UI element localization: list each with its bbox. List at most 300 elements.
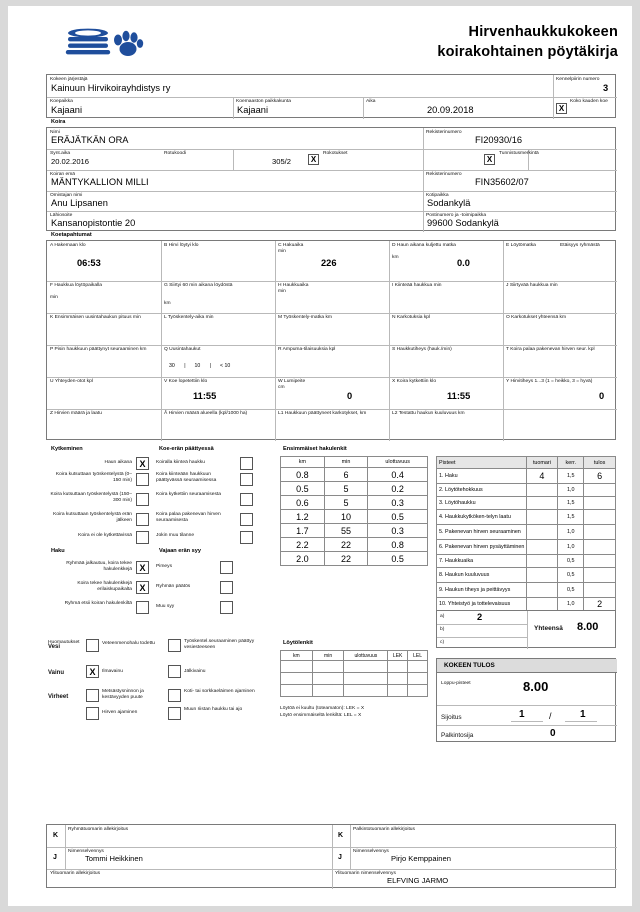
event-L2-label: L2 Testattu haukun kuuluvuus km [392, 410, 465, 416]
endreason-row-checkbox[interactable] [240, 473, 253, 486]
table-row [437, 484, 616, 497]
leash-row-label: Koira ei ole kytkettävissä [78, 533, 132, 538]
kennel-district-label: Kennelpiirin numero [556, 76, 600, 82]
left-name-label: Nimenselvennys [68, 849, 104, 854]
search-title: Haku [51, 548, 65, 554]
findlinks-cell [312, 673, 344, 685]
findlinks-cell [408, 673, 428, 685]
needreason-row-checkbox[interactable] [220, 601, 233, 614]
firstfinds-cell-min: 22 [324, 538, 368, 552]
right-name-key: J [338, 854, 342, 861]
findlinks-header-row [281, 651, 428, 661]
table-row [437, 583, 616, 598]
event-W-label: W Lumipeite [278, 378, 306, 384]
event-A-label: A Hakemaan klo [50, 242, 86, 248]
fault-2-label: Koti- tai sorkkaeläimen ajaminen [184, 689, 255, 694]
endreason-title: Koe-erän päättyessä [159, 446, 214, 452]
protocol-page [8, 6, 632, 906]
left-group-label: Ryhmätuomarin allekirjoitus [68, 827, 129, 832]
findlinks-cell [281, 673, 313, 685]
page-title-line2: koirakohtainen pöytäkirja [437, 44, 618, 60]
fault-4-label: Muun riistan haukku tai ajo [184, 707, 243, 712]
event-U-label: U Yhteyden-otot kpl [50, 378, 93, 384]
dog-name-label: Nimi [50, 129, 60, 135]
result-prize-label: Palkintosija [441, 732, 474, 739]
points-row-result [584, 568, 616, 583]
firstfinds-cell-km: 0.8 [281, 468, 325, 482]
event-R-label: R Ampuma-tilaisuuksia kpl [278, 346, 336, 352]
event-D-value: 0.0 [457, 258, 470, 268]
firstfinds-cell-reach: 0.2 [368, 482, 428, 496]
firstfinds-cell-min: 55 [324, 524, 368, 538]
points-row-result: 2 [584, 598, 616, 611]
dog-born-value: 20.02.2016 [51, 157, 90, 166]
findlinks-note2: Löytö ensimmäiseltä lenkiltä: LEL = X [280, 713, 362, 718]
water-opt1-label: Veteenmenohalu todettu [102, 641, 156, 646]
date-label: Aika [366, 98, 376, 104]
result-band-title: KOKEEN TULOS [444, 662, 495, 669]
event-H-unit: min [278, 289, 286, 294]
season-test-checkbox[interactable]: X [556, 103, 567, 114]
address-label: Lähiosoite [50, 212, 73, 218]
result-box [436, 658, 616, 742]
extras-section [48, 636, 270, 728]
leash-row-label: Haun aikana [104, 460, 132, 465]
endreason-row-checkbox[interactable] [240, 513, 253, 526]
event-C-value: 226 [321, 258, 337, 268]
result-final-label: Loppu-pisteet [441, 681, 471, 686]
points-row-judge: 4 [526, 469, 558, 484]
leash-row[interactable] [48, 456, 156, 470]
fault-4-checkbox[interactable] [168, 707, 181, 720]
result-final-value: 8.00 [523, 679, 549, 694]
table-row [281, 552, 428, 566]
date-value: 20.09.2018 [427, 105, 474, 115]
event-B-label: B Hirvi löytyi klo [164, 242, 199, 248]
leash-title: Kytkeminen [51, 446, 83, 452]
water-row [48, 636, 270, 662]
event-N-label: N Karkotuksia kpl [392, 314, 431, 320]
needreason-row[interactable] [156, 578, 268, 598]
event-D-unit: km [392, 255, 399, 260]
firstfinds-cell-min: 22 [324, 552, 368, 566]
table-row [281, 524, 428, 538]
findlinks-col-reach: ulottuvuus [344, 651, 388, 661]
table-row [437, 525, 616, 540]
event-V-value: 11:55 [193, 391, 217, 401]
findlinks-cell [312, 685, 344, 697]
page-header [8, 6, 632, 62]
event-J-label: J Siirtyvää haukkua min [506, 282, 558, 288]
points-row-coef: 1,5 [558, 469, 584, 484]
search-row[interactable] [48, 578, 156, 598]
firstfinds-cell-reach: 0.4 [368, 468, 428, 482]
needreason-row-checkbox[interactable] [220, 561, 233, 574]
points-row-label: 3. Löytöhaukku [437, 497, 527, 510]
place-label: Koepaikka [50, 98, 73, 104]
fault-3-label: Hirven ajaminen [102, 710, 138, 715]
leash-row[interactable] [48, 490, 156, 510]
fault-3-checkbox[interactable] [86, 707, 99, 720]
points-row-result [584, 555, 616, 568]
points-total-value: 8.00 [577, 621, 599, 633]
firstfinds-cell-km: 1.2 [281, 510, 325, 524]
points-row-judge [526, 510, 558, 525]
findlinks-cell [388, 685, 408, 697]
endreason-row-label: Koira kytkettiin seuraamisesta [156, 492, 221, 497]
needreason-title: Vajaan erän syy [159, 548, 201, 554]
event-S-label: S Haukkutiheys (hauk./min) [392, 346, 452, 352]
dam-label: Koiran emä [50, 171, 76, 177]
findlinks-col-min: min [312, 651, 344, 661]
event-A-key: A [50, 242, 53, 248]
place-value: Kajaani [51, 105, 83, 115]
faults-label: Virheet [48, 694, 69, 700]
leash-row-checkbox[interactable] [136, 513, 149, 526]
firstfinds-cell-reach: 0.5 [368, 552, 428, 566]
points-row-coef: 0,5 [558, 583, 584, 598]
right-group-key: K [338, 832, 344, 839]
firstfinds-col-km: km [281, 457, 325, 468]
search-group [48, 558, 156, 618]
points-abc-box [436, 610, 616, 648]
result-rank-separator: / [549, 711, 552, 721]
event-T-label: T Koira palaa pakenevan hirven seur. kpl [506, 346, 595, 352]
leash-row[interactable] [48, 530, 156, 546]
events-section [46, 240, 616, 440]
table-row [281, 538, 428, 552]
firstfinds-header-row [281, 457, 428, 468]
table-row [437, 555, 616, 568]
right-chief-label: Ylituomarin nimenselvennys [335, 871, 396, 876]
points-row-label: 1. Haku [437, 469, 527, 484]
event-L-label: L Työskentely-aika min [164, 314, 214, 320]
firstfinds-cell-reach: 0.8 [368, 538, 428, 552]
table-row [281, 468, 428, 482]
zip-value: 99600 Sodankylä [427, 218, 499, 228]
events-band-title: Koetapahtumat [51, 232, 92, 238]
points-row-coef: 1,0 [558, 525, 584, 540]
points-row-label: 10. Yhteistyö ja tottelevaisuus [437, 598, 527, 611]
scent-row [48, 662, 270, 688]
findlinks-cell [344, 685, 388, 697]
findlinks-cell [408, 685, 428, 697]
endreason-row[interactable] [156, 530, 268, 546]
table-row [437, 568, 616, 583]
endreason-row[interactable] [156, 490, 268, 510]
organizer-label: Kokeen järjestäjä [50, 76, 88, 82]
table-row [281, 673, 428, 685]
event-L1-label: L1 Haukkuun päättyneet karkotykset, km [278, 410, 367, 416]
water-opt2-checkbox[interactable] [168, 639, 181, 652]
scent-label: Vainu [48, 670, 65, 676]
findlinks-title: Löytölenkit [283, 640, 313, 646]
needreason-row-label: Muu syy [156, 604, 175, 609]
event-Y-value: 0 [599, 391, 605, 401]
signatures-section [46, 824, 616, 888]
event-V-label: V Koe lopetettiin klo [164, 378, 208, 384]
event-K-label: K Ensimmäisen uusintahaukun pituus min [50, 314, 141, 320]
leash-row[interactable] [48, 470, 156, 490]
right-name-value: Pirjo Kemppainen [391, 854, 451, 863]
search-row-label: Koira tekee hakulenkkejä erilaiskupaikalta [77, 581, 132, 592]
event-C-unit: min [278, 249, 286, 254]
points-row-judge [526, 540, 558, 555]
dam-value: MÄNTYKALLION MILLI [51, 177, 149, 187]
points-row-result [584, 525, 616, 540]
search-row-label: Ryhmää jalkautuu, koira tekee hakulenkkejä [66, 561, 132, 572]
points-row-label: 8. Haukun kuuluvuus [437, 568, 527, 583]
event-W-unit: cm [278, 385, 285, 390]
firstfinds-col-min: min [324, 457, 368, 468]
fault-1-checkbox[interactable] [86, 689, 99, 702]
event-E-label: E Löytömatka [506, 242, 536, 248]
firstfinds-cell-km: 2.2 [281, 538, 325, 552]
dog-paw-logo-icon [62, 26, 144, 58]
table-row [437, 510, 616, 525]
season-test-label: Koko kauden koe [570, 99, 608, 104]
leash-group [48, 456, 156, 546]
leash-row-label: Koira kutsuttaan työskentelystä (0–150 min) [55, 472, 132, 483]
points-row-coef: 1,5 [558, 497, 584, 510]
event-Q-label: Q Uusintahaukut [164, 346, 201, 352]
water-opt2-label: Työskentel.seuraaminen päättyy vesiesteeseen [184, 639, 255, 650]
findlinks-cell [312, 661, 344, 673]
points-row-judge [526, 555, 558, 568]
needreason-group [156, 558, 268, 618]
needreason-row[interactable] [156, 558, 268, 578]
points-col-coef: kerr. [558, 457, 584, 469]
points-row-result: 6 [584, 469, 616, 484]
event-Q-scale: 30 | 10 | < 10 [169, 363, 231, 369]
table-row [437, 469, 616, 484]
scent-opt2-checkbox[interactable] [168, 665, 181, 678]
water-opt1-checkbox[interactable] [86, 639, 99, 652]
points-header-row [437, 457, 616, 469]
event-Q-scale-lt10: < 10 [219, 363, 231, 369]
right-name-label: Nimenselvennys [353, 849, 389, 854]
leash-row-checkbox[interactable]: X [136, 457, 149, 470]
event-G-unit: km [164, 301, 171, 306]
points-total-label: Yhteensä [534, 625, 563, 632]
points-abc-a-key: a) [440, 614, 445, 619]
points-row-label: 9. Haukun tiheys ja peittävyys [437, 583, 527, 598]
municipality-value: Kajaani [237, 105, 269, 115]
findlinks-cell [344, 661, 388, 673]
points-row-result [584, 484, 616, 497]
event-O-label: O Karkotukset yhteensä km [506, 314, 567, 320]
endreason-row-checkbox[interactable] [240, 493, 253, 506]
dam-reg-value: FIN35602/07 [475, 177, 529, 187]
vaccinations-checkbox[interactable]: X [308, 154, 319, 165]
table-row [281, 496, 428, 510]
address-value: Kansanopistontie 20 [51, 218, 136, 228]
page-title-line1: Hirvenhaukkukokeen [468, 24, 618, 40]
points-row-result [584, 583, 616, 598]
firstfinds-cell-km: 0.5 [281, 482, 325, 496]
findlinks-cell [344, 673, 388, 685]
search-row-checkbox[interactable] [136, 601, 149, 614]
findlinks-cell [408, 661, 428, 673]
scent-opt1-checkbox[interactable]: X [86, 665, 99, 678]
needreason-row-checkbox[interactable] [220, 581, 233, 594]
search-row-checkbox[interactable]: X [136, 561, 149, 574]
organizer-value: Kainuun Hirvikoirayhdistys ry [51, 83, 171, 93]
points-row-judge [526, 568, 558, 583]
points-row-coef: 1,5 [558, 510, 584, 525]
search-row[interactable] [48, 598, 156, 618]
result-rank-label: Sijoitus [441, 714, 462, 721]
points-col-judge: tuomari [526, 457, 558, 469]
points-row-coef: 1,0 [558, 540, 584, 555]
dog-breedcode-label: Rotukoodi [164, 150, 187, 156]
findlinks-col-lek: LEK [388, 651, 408, 661]
endreason-row[interactable] [156, 456, 268, 470]
points-abc-b-key: b) [440, 627, 445, 632]
left-name-value: Tommi Heikkinen [85, 854, 143, 863]
dog-name-value: ERÄJÄTKÄN ORA [51, 135, 129, 145]
findlinks-cell [281, 661, 313, 673]
leash-row-label: Koira kutsuttaan työskentelystä erän jälkeen [53, 512, 132, 523]
dog-reg-label: Rekisterinumero [426, 129, 462, 135]
event-A-value: 06:53 [77, 258, 101, 268]
search-row-checkbox[interactable]: X [136, 581, 149, 594]
event-C-label: C Hakuaika [278, 242, 304, 248]
firstfinds-title: Ensimmäiset hakulenkit [283, 446, 347, 452]
result-rank-num: 1 [519, 709, 525, 720]
table-row [281, 661, 428, 673]
dog-born-label: Synt.aika [50, 150, 71, 156]
points-col-result: tulos [584, 457, 616, 469]
points-row-label: 4. Haukkukytköken-telyn laatu [437, 510, 527, 525]
dog-band-title: Koira [51, 119, 66, 125]
points-row-judge [526, 583, 558, 598]
leash-row-checkbox[interactable] [136, 473, 149, 486]
points-row-label: 2. Löytötehokkuus [437, 484, 527, 497]
faults-row [48, 688, 270, 728]
firstfinds-cell-min: 5 [324, 496, 368, 510]
points-row-label: 6. Pakenevan hirven pysäyttäminen [437, 540, 527, 555]
endreason-row-label: Koiralla kiinteä haukku [156, 460, 205, 465]
table-row [281, 510, 428, 524]
points-row-judge [526, 497, 558, 510]
findlinks-cell [388, 661, 408, 673]
event-F-unit: min [50, 295, 58, 300]
right-chief-name: ELFVING JARMO [387, 876, 449, 885]
water-label: Vesi [48, 644, 61, 650]
points-row-judge [526, 598, 558, 611]
event-M-label: M Työskentely-matka km [278, 314, 333, 320]
points-row-judge [526, 525, 558, 540]
firstfinds-cell-min: 10 [324, 510, 368, 524]
event-AA-label: Å Hirvien määrä alueella (kpl/1000 ha) [164, 410, 248, 416]
points-abc-a-value: 2 [477, 612, 483, 622]
event-Z-label: Z Hirvien määrä ja laatu [50, 410, 102, 416]
points-table [436, 456, 616, 611]
scent-opt2-label: Jälkivainu [184, 669, 206, 674]
search-row-label: Ryhmä etsii koiran hakulenkiltä [64, 601, 132, 606]
endreason-row-checkbox[interactable] [240, 531, 253, 544]
firstfinds-cell-km: 1.7 [281, 524, 325, 538]
event-P-label: P Pisin haukkuun päättynyt seuraaminen km [50, 346, 147, 352]
owner-label: Omistajan nimi [50, 192, 83, 198]
left-group-key: K [53, 832, 59, 839]
dam-reg-label: Rekisterinumero [426, 171, 462, 177]
points-row-coef: 1,0 [558, 484, 584, 497]
firstfinds-cell-reach: 0.3 [368, 496, 428, 510]
firstfinds-col-reach: ulottuvuus [368, 457, 428, 468]
findlinks-col-lel: LEL [408, 651, 428, 661]
points-row-judge [526, 484, 558, 497]
points-row-result [584, 510, 616, 525]
leash-row-checkbox[interactable] [136, 493, 149, 506]
endreason-row[interactable] [156, 510, 268, 530]
points-row-label: 7. Haukkuaika [437, 555, 527, 568]
event-I-label: I Kiinteää haukkua min [392, 282, 442, 288]
firstfinds-cell-min: 5 [324, 482, 368, 496]
event-E-extra: Etäisyys ryhmästä [560, 242, 600, 248]
endreason-row[interactable] [156, 470, 268, 490]
event-F-label: F Haukkua löytöpaikalla [50, 282, 102, 288]
idmark-label: Tunnistusmerkintä [499, 151, 539, 156]
leash-row[interactable] [48, 510, 156, 530]
points-col-label: Pisteet [437, 457, 527, 469]
endreason-row-label: Koira palaa pakenevan hirven seuraamisesta [156, 512, 221, 523]
needreason-row[interactable] [156, 598, 268, 618]
firstfinds-cell-km: 2.0 [281, 552, 325, 566]
needreason-row-label: Ryhmän päätös [156, 584, 191, 589]
needreason-row-label: Pimeys [156, 564, 173, 569]
dog-reg-value: FI20930/16 [475, 135, 523, 145]
dog-breedcode-value: 305/2 [272, 157, 292, 166]
notes-label: Huomautukset [48, 640, 80, 645]
fault-1-label: Metsästysninnon ja kestävyyden puute [102, 689, 144, 700]
points-row-coef: 0,5 [558, 568, 584, 583]
municipality-label: Koemaaston paikkakunta [236, 98, 291, 104]
firstfinds-cell-km: 0.6 [281, 496, 325, 510]
left-chief-label: Ylituomarin allekirjoitus [50, 871, 101, 876]
points-row-coef: 0,5 [558, 555, 584, 568]
firstfinds-cell-reach: 0.3 [368, 524, 428, 538]
endreason-row-checkbox[interactable] [240, 457, 253, 470]
points-abc-c-key: c) [440, 640, 445, 645]
endreason-row-label: Jokin muu tilanne [156, 533, 195, 538]
firstfinds-cell-min: 6 [324, 468, 368, 482]
event-X-value: 11:55 [447, 391, 471, 401]
event-Q-scale-30: 30 [169, 363, 175, 369]
firstfinds-cell-reach: 0.5 [368, 510, 428, 524]
event-Q-scale-10: 10 [194, 363, 201, 369]
endreason-row-label: Koira kiinteään haukkuun päättyvässä seuraamisessa [156, 472, 217, 483]
leash-row-checkbox[interactable] [136, 531, 149, 544]
endreason-group [156, 456, 268, 546]
right-group-label: Palkintotuomarin allekirjoitus [353, 827, 415, 832]
dog-section [46, 127, 616, 231]
event-D-label: D Haun aikana kuljettu matka [392, 242, 456, 248]
fault-2-checkbox[interactable] [168, 689, 181, 702]
findlinks-table [280, 650, 428, 697]
scent-opt1-label: Ilmavainu [102, 669, 123, 674]
table-row [437, 497, 616, 510]
search-row[interactable] [48, 558, 156, 578]
findlinks-col-km: km [281, 651, 313, 661]
home-label: Kotipaikka [426, 192, 449, 198]
idmark-checkbox[interactable]: X [484, 154, 495, 165]
leash-row-label: Koira kutsuttaan työskentelystä (150–300 min) [50, 492, 132, 503]
findlinks-cell [281, 685, 313, 697]
event-H-label: H Haukkuaika [278, 282, 309, 288]
firstfinds-table [280, 456, 428, 566]
